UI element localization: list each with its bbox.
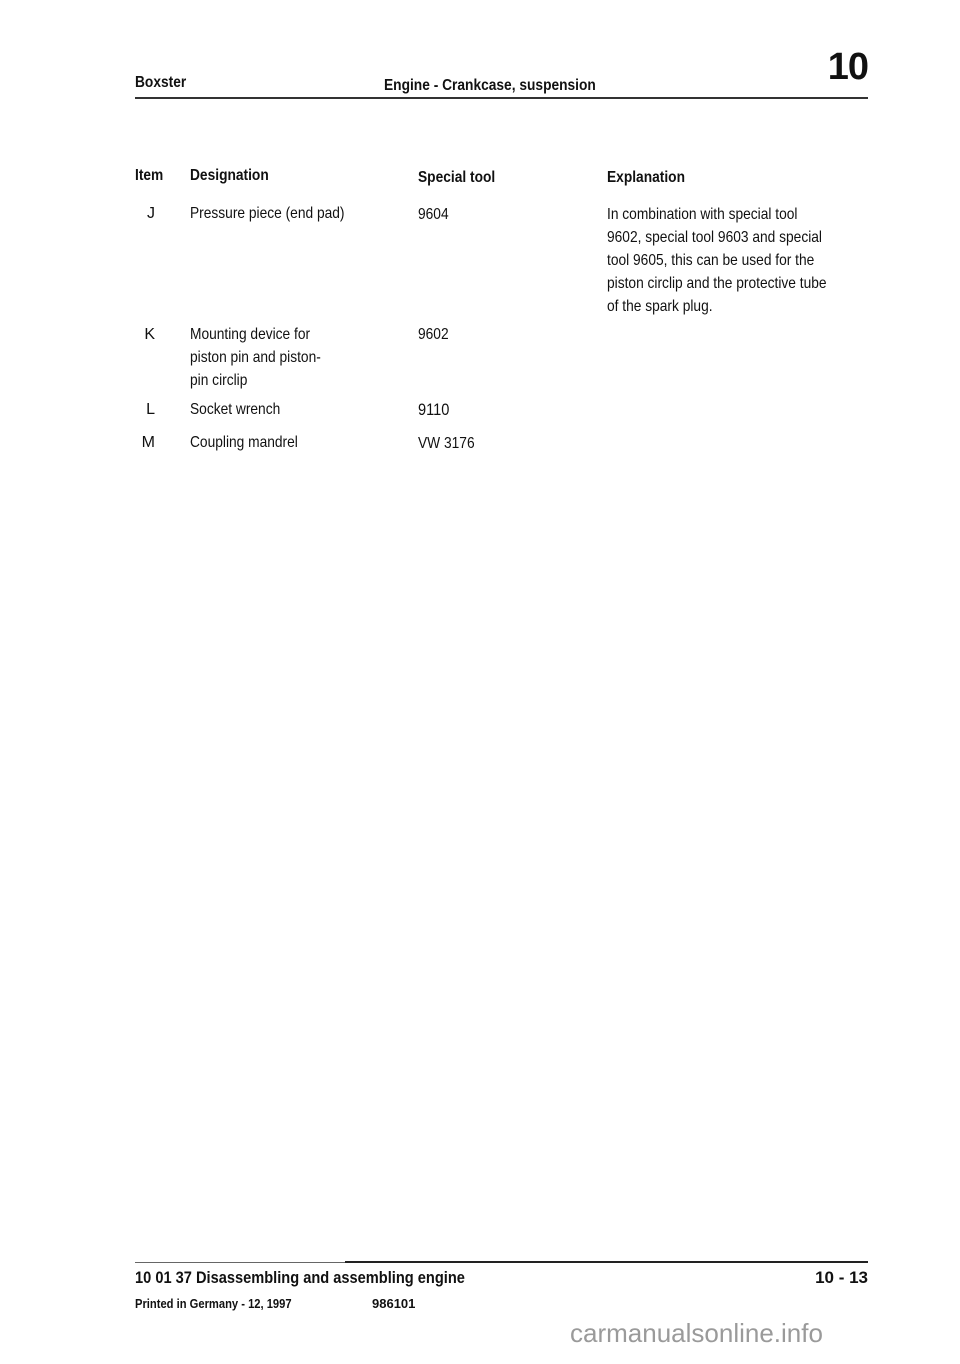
special-tool: 9110 xyxy=(418,400,450,419)
header-model: Boxster xyxy=(135,74,187,91)
col-explanation: Explanation xyxy=(607,169,685,186)
header-section: Engine - Crankcase, suspension xyxy=(384,77,596,94)
footer-printed: Printed in Germany - 12, 1997 xyxy=(135,1296,292,1311)
watermark: carmanualsonline.info xyxy=(570,1318,823,1348)
item-letter: M xyxy=(141,434,155,451)
special-tool: VW 3176 xyxy=(418,435,475,452)
designation: Socket wrench xyxy=(190,401,281,418)
header-chapter: 10 xyxy=(827,46,868,88)
col-item: Item xyxy=(135,167,164,184)
col-designation: Designation xyxy=(190,167,269,184)
footer-title: 10 01 37 Disassembling and assembling engine xyxy=(135,1268,465,1287)
explanation: In combination with special tool 9602, special tool 9603 and special tool 9605, this can be used for the piston circlip and the protective tube of the spark plug. xyxy=(607,206,827,315)
special-tool: 9604 xyxy=(418,206,449,223)
header-rule xyxy=(135,97,868,99)
footer-page-number: 10 - 13 xyxy=(815,1268,868,1287)
item-letter: J xyxy=(147,205,155,222)
designation: Mounting device for piston pin and piston- pin circlip xyxy=(190,326,321,389)
special-tool: 9602 xyxy=(418,326,449,343)
designation: Coupling mandrel xyxy=(190,434,298,451)
footer-code: 986101 xyxy=(372,1296,416,1311)
designation: Pressure piece (end pad) xyxy=(190,205,345,222)
item-letter: L xyxy=(146,401,155,418)
item-letter: K xyxy=(144,326,155,343)
col-special-tool: Special tool xyxy=(418,169,496,186)
footer-rule-bold xyxy=(345,1261,868,1263)
